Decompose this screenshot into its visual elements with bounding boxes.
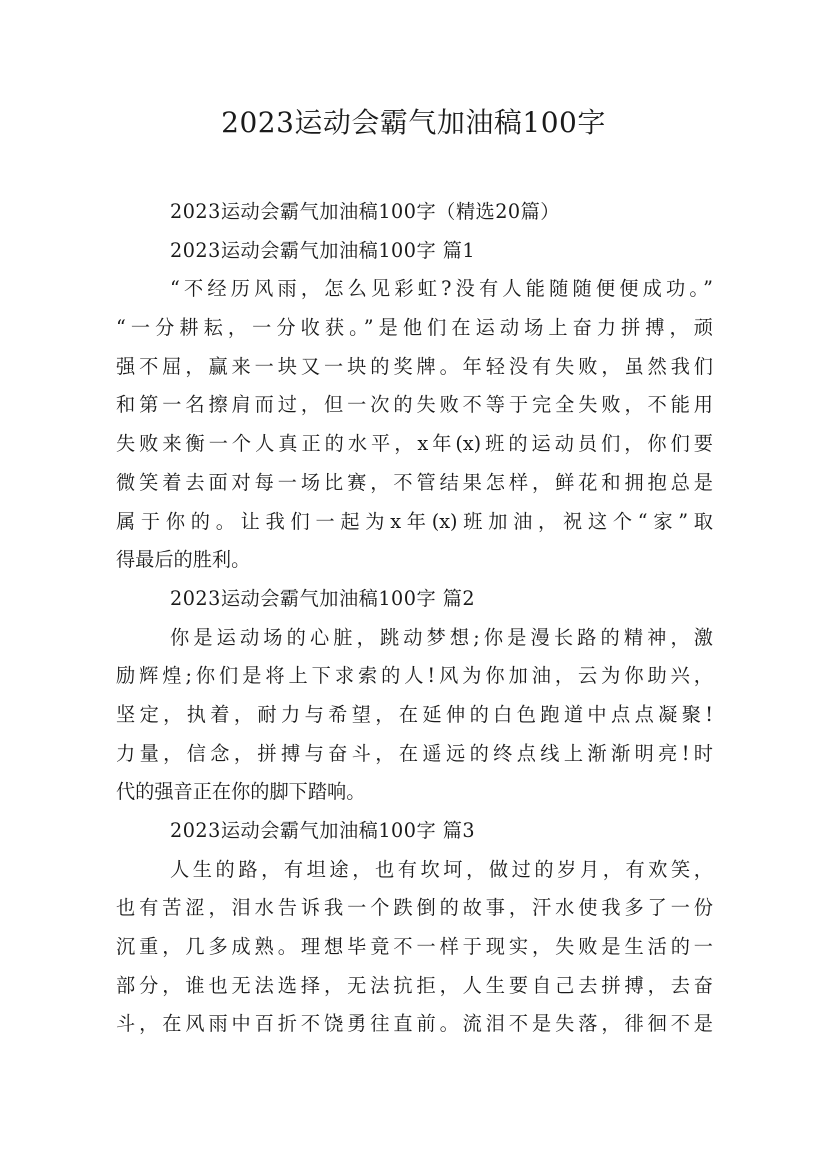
paragraph-line: 代的强音正在你的脚下踏响。 [116, 780, 366, 804]
paragraph-line: 你是运动场的心脏，跳动梦想;你是漫长路的精神，激 [170, 625, 713, 649]
paragraph-line: 力量，信念，拼搏与奋斗，在遥远的终点线上渐渐明亮!时 [116, 741, 713, 765]
section-heading: 2023运动会霸气加油稿100字 篇3 [170, 819, 476, 842]
paragraph-line: 强不屈，赢来一块又一块的奖牌。年轻没有失败，虽然我们 [116, 354, 713, 378]
paragraph-line: 坚定，执着，耐力与希望，在延伸的白色跑道中点点凝聚! [116, 702, 713, 726]
paragraph-line: 和第一名擦肩而过，但一次的失败不等于完全失败，不能用 [116, 393, 713, 417]
section-heading: 2023运动会霸气加油稿100字 篇1 [170, 238, 476, 262]
paragraph-line: “不经历风雨，怎么见彩虹?没有人能随随便便成功。” [170, 277, 713, 301]
section-heading: 2023运动会霸气加油稿100字（精选20篇） [170, 200, 560, 223]
paragraph-line: 属于你的。让我们一起为x年(x)班加油，祝这个“家”取 [116, 509, 713, 533]
paragraph-line: 人生的路，有坦途，也有坎坷，做过的岁月，有欢笑， [170, 857, 713, 881]
paragraph-line: “一分耕耘，一分收获。”是他们在运动场上奋力拼搏，顽 [116, 316, 713, 340]
paragraph-line: 也有苦涩，泪水告诉我一个跌倒的故事，汗水使我多了一份 [116, 896, 713, 920]
paragraph-line: 部分，谁也无法选择，无法抗拒，人生要自己去拼搏，去奋 [116, 973, 713, 997]
paragraph-line: 失败来衡一个人真正的水平，x年(x)班的运动员们，你们要 [116, 432, 713, 456]
document-title: 2023运动会霸气加油稿100字 [221, 106, 606, 139]
paragraph-line: 微笑着去面对每一场比赛，不管结果怎样，鲜花和拥抱总是 [116, 470, 713, 494]
document-body [116, 193, 713, 1044]
paragraph-line: 励辉煌;你们是将上下求索的人!风为你加油，云为你助兴， [116, 664, 713, 688]
paragraph-line: 沉重，几多成熟。理想毕竟不一样于现实，失败是生活的一 [116, 935, 713, 959]
section-heading: 2023运动会霸气加油稿100字 篇2 [170, 586, 476, 610]
paragraph-line: 得最后的胜利。 [116, 548, 251, 572]
paragraph-line: 斗，在风雨中百折不饶勇往直前。流泪不是失落，徘徊不是 [116, 1012, 713, 1036]
